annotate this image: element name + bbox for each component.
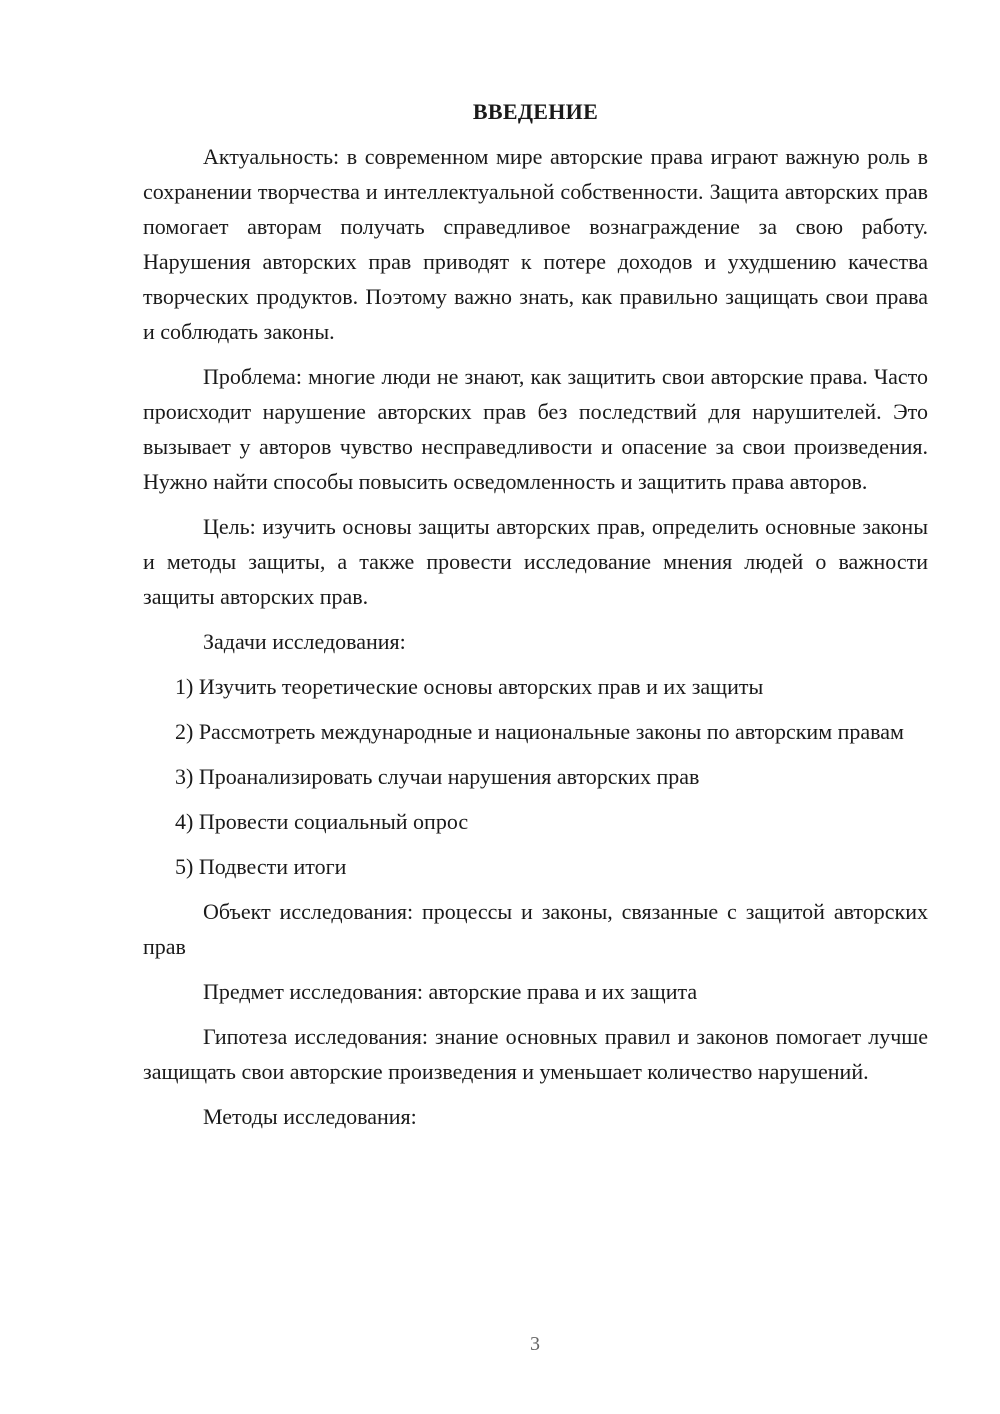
object-paragraph: Объект исследования: процессы и законы, связанные с защитой авторских прав bbox=[143, 899, 928, 959]
document-body bbox=[143, 94, 928, 1144]
subject-paragraph: Предмет исследования: авторские права и их защита bbox=[203, 979, 698, 1004]
goal-paragraph: Цель: изучить основы защиты авторских прав, определить основные законы и методы защиты, а также провести исследование мнения людей о важности защиты авторских прав. bbox=[143, 514, 928, 609]
hypothesis-paragraph: Гипотеза исследования: знание основных правил и законов помогает лучше защищать свои авторские произведения и уменьшает количество нарушений. bbox=[143, 1024, 928, 1084]
task-item-2: 2) Рассмотреть международные и национальные законы по авторским правам bbox=[175, 719, 904, 744]
page-number: 3 bbox=[530, 1333, 540, 1355]
problem-paragraph: Проблема: многие люди не знают, как защитить свои авторские права. Часто происходит нарушение авторских прав без последствий для нарушителей. Это вызывает у авторов чувство несправедливости и опасение за свои произведения. Нужно найти способы повысить осведомленность и защитить права авторов. bbox=[143, 364, 928, 494]
task-item-1: 1) Изучить теоретические основы авторских прав и их защиты bbox=[175, 674, 764, 699]
tasks-heading: Задачи исследования: bbox=[203, 629, 406, 654]
task-item-3: 3) Проанализировать случаи нарушения авторских прав bbox=[175, 764, 700, 789]
task-item-4: 4) Провести социальный опрос bbox=[175, 809, 469, 834]
actuality-paragraph: Актуальность: в современном мире авторские права играют важную роль в сохранении творчества и интеллектуальной собственности. Защита авторских прав помогает авторам получать справедливое вознаграждение за свою работу. Нарушения авторских прав приводят к потере доходов и ухудшению качества творческих продуктов. Поэтому важно знать, как правильно защищать свои права и соблюдать законы. bbox=[143, 144, 928, 344]
methods-heading: Методы исследования: bbox=[203, 1104, 417, 1129]
page-title: ВВЕДЕНИЕ bbox=[472, 99, 599, 124]
task-item-5: 5) Подвести итоги bbox=[175, 854, 347, 879]
